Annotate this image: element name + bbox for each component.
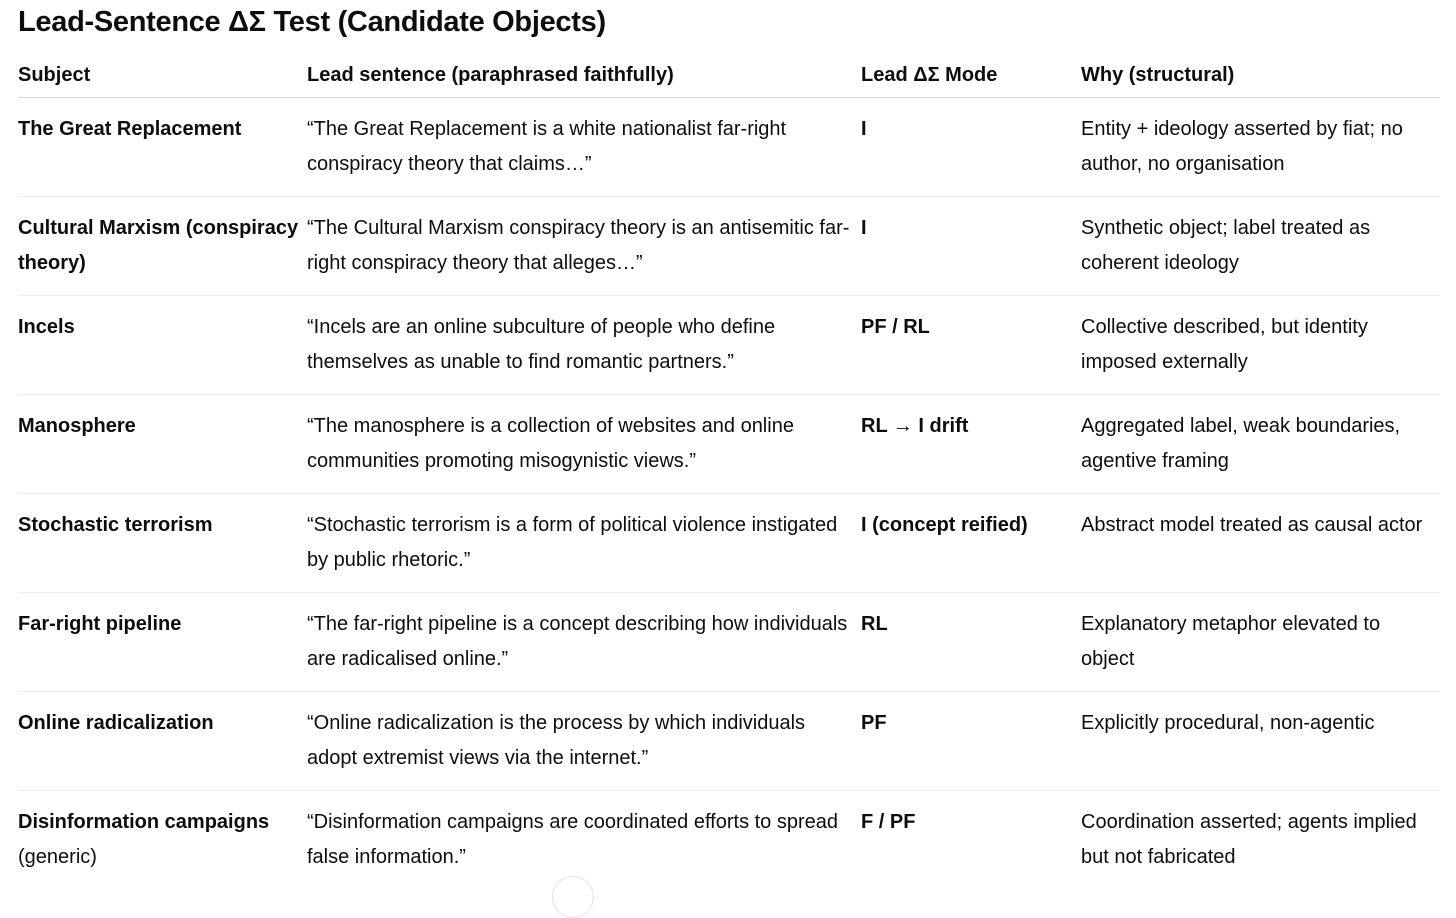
cell-mode: RL: [861, 593, 1081, 692]
cell-lead-sentence: “The Cultural Marxism conspiracy theory is an antisemitic far-right conspiracy theory that alleges…”: [307, 197, 861, 296]
cell-subject: [18, 395, 307, 494]
column-header-why: Why (structural): [1081, 54, 1440, 98]
cell-why: Collective described, but identity imposed externally: [1081, 296, 1440, 395]
cell-mode: I: [861, 197, 1081, 296]
table-row: [18, 791, 1440, 890]
cell-mode: PF / RL: [861, 296, 1081, 395]
table-row: [18, 197, 1440, 296]
cell-subject: [18, 791, 307, 890]
cell-why: Synthetic object; label treated as coherent ideology: [1081, 197, 1440, 296]
cell-why: Explanatory metaphor elevated to object: [1081, 593, 1440, 692]
subject-text: The Great Replacement: [18, 118, 242, 140]
cell-subject: [18, 197, 307, 296]
table-header-row: [18, 54, 1440, 98]
cell-mode: RL → I drift: [861, 395, 1081, 494]
table-row: [18, 692, 1440, 791]
scroll-down-button[interactable]: [552, 876, 594, 918]
cell-lead-sentence: “Online radicalization is the process by which individuals adopt extremist views via the internet.”: [307, 692, 861, 791]
table-row: [18, 296, 1440, 395]
subject-text: Disinformation campaigns: [18, 811, 270, 833]
table-row: [18, 494, 1440, 593]
cell-lead-sentence: “Stochastic terrorism is a form of political violence instigated by public rhetoric.”: [307, 494, 861, 593]
candidate-objects-table: [18, 54, 1440, 889]
subject-qualifier: (generic): [18, 845, 97, 868]
cell-subject: [18, 692, 307, 791]
cell-mode: I (concept reified): [861, 494, 1081, 593]
subject-text: Cultural Marxism (conspiracy theory): [18, 217, 299, 274]
cell-mode: F / PF: [861, 811, 916, 833]
subject-text: Far-right pipeline: [18, 613, 182, 635]
subject-text: Incels: [18, 316, 75, 338]
cell-why: Aggregated label, weak boundaries, agentive framing: [1081, 395, 1440, 494]
cell-lead-sentence: “The manosphere is a collection of websites and online communities promoting misogynistic views.”: [307, 395, 861, 494]
cell-lead-sentence: “Disinformation campaigns are coordinated efforts to spread false information.”: [307, 811, 839, 868]
cell-lead-sentence: “The Great Replacement is a white nationalist far-right conspiracy theory that claims…”: [307, 98, 861, 197]
page-title: Lead-Sentence ΔΣ Test (Candidate Objects): [18, 6, 606, 38]
subject-text: Manosphere: [18, 415, 136, 437]
cell-why: Explicitly procedural, non-agentic: [1081, 692, 1440, 791]
cell-subject: [18, 296, 307, 395]
cell-subject: [18, 494, 307, 593]
cell-mode: I: [861, 98, 1081, 197]
cell-subject: [18, 98, 307, 197]
cell-lead-sentence: “The far-right pipeline is a concept describing how individuals are radicalised online.”: [307, 593, 861, 692]
cell-lead-sentence: “Incels are an online subculture of people who define themselves as unable to find romantic partners.”: [307, 296, 861, 395]
subject-text: Stochastic terrorism: [18, 514, 213, 536]
table-body: [18, 98, 1440, 890]
cell-why: Entity + ideology asserted by fiat; no author, no organisation: [1081, 98, 1440, 197]
cell-subject: [18, 593, 307, 692]
table-row: [18, 593, 1440, 692]
subject-text: Online radicalization: [18, 712, 214, 734]
table-header: [18, 54, 1440, 98]
cell-why: Coordination asserted; agents implied but not fabricated: [1081, 811, 1417, 868]
column-header-lead-sentence: Lead sentence (paraphrased faithfully): [307, 54, 861, 98]
cell-why: Abstract model treated as causal actor: [1081, 494, 1440, 593]
cell-mode: PF: [861, 692, 1081, 791]
column-header-mode: Lead ΔΣ Mode: [861, 54, 1081, 98]
table-row: [18, 98, 1440, 197]
table-row: [18, 395, 1440, 494]
column-header-subject: Subject: [18, 54, 307, 98]
